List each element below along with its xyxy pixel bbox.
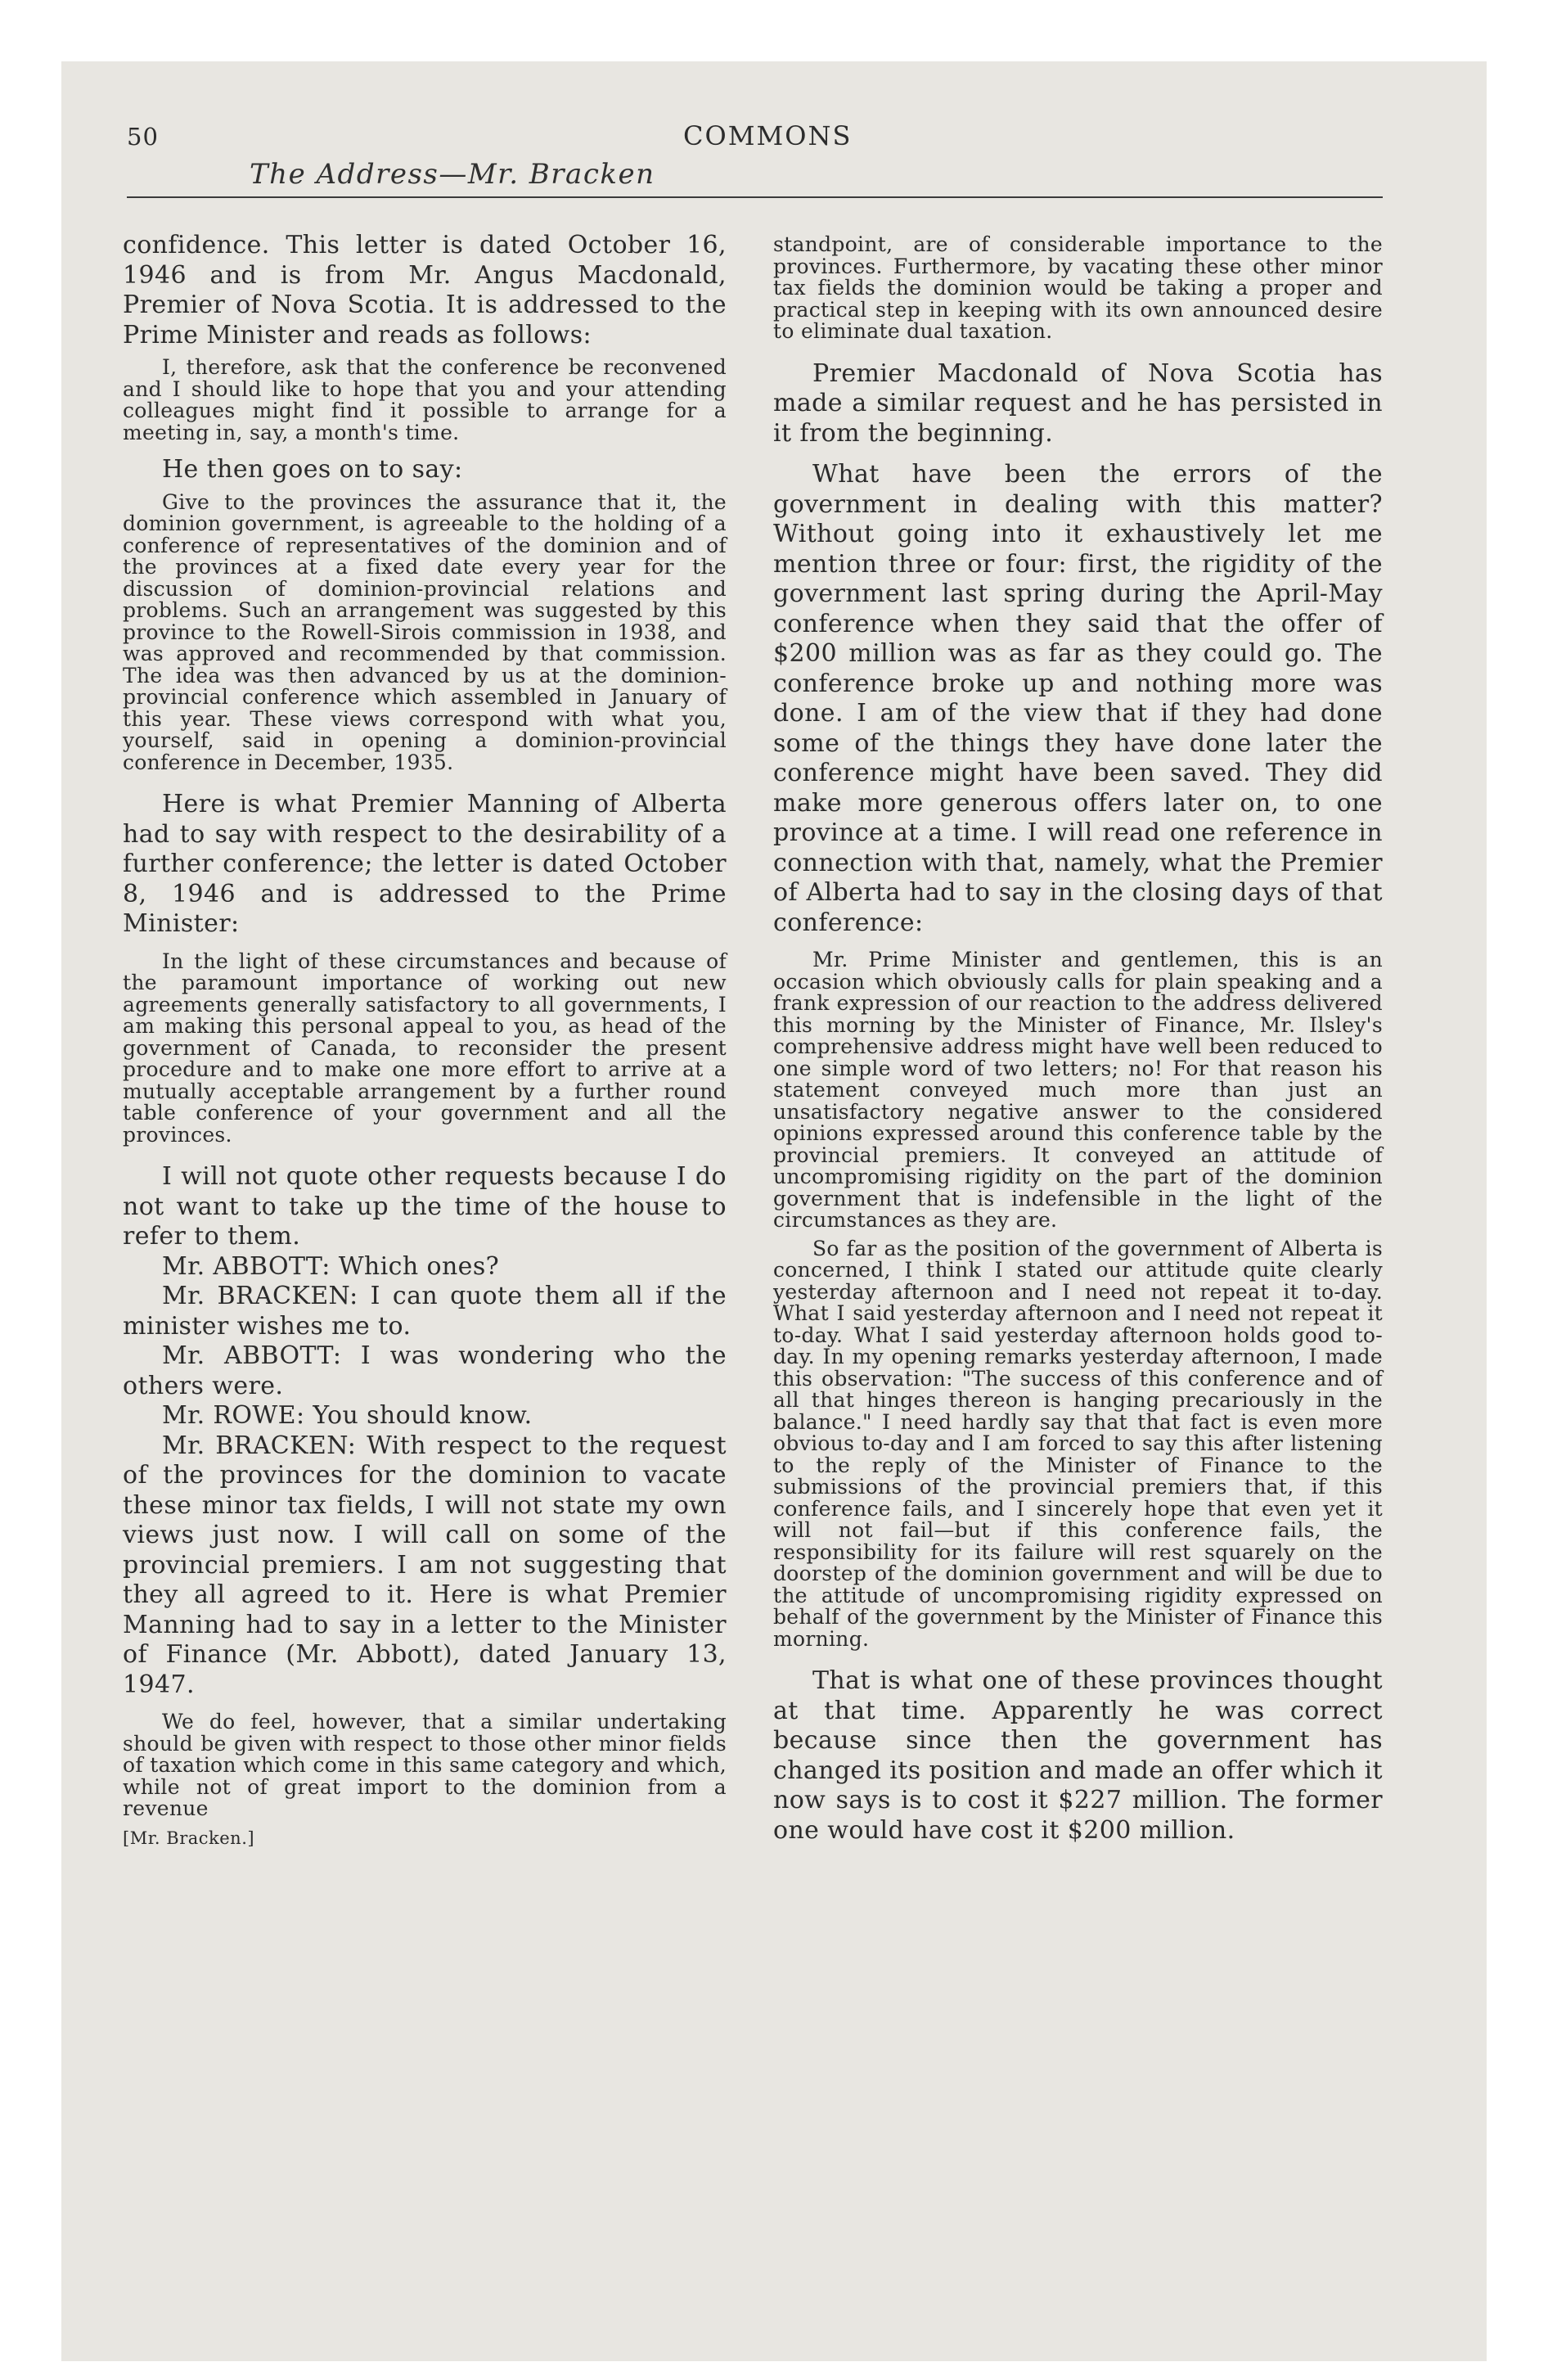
block-quote: In the light of these circumstances and because of the paramount importance of working out new agreements generally satisfactory to all governments, I am making this personal appeal to you, as head of the government of Canada, to reconsider the present procedure and to make one more effort to arrive at a mutually acceptable arrangement by a further round table conference of your government and all the provinces.	[123, 949, 727, 1147]
block-quote: Mr. Prime Minister and gentlemen, this is an occasion which obviously calls for plain speaking and a frank expression of our reaction to the address delivered this morning by the Minister of Finance, Mr. Ilsley's comprehensive address might have well been reduced to one simple word of two letters; no! For that reason his statement conveyed much more than just an unsatisfactory negative answer to the considered opinions expressed around this conference table by the provincial premiers. It conveyed an attitude of uncompromising rigidity on the part of the dominion government that is indefensible in the light of the circumstances as they are.	[773, 948, 1383, 1232]
block-quote: I, therefore, ask that the conference be reconvened and I should like to hope that you and your attending colleagues might find it possible to arrange for a meeting in, say, a month's time.	[123, 355, 727, 444]
speaker-line: Mr. ABBOTT: Which ones?	[162, 1251, 500, 1281]
speaker-attribution: [Mr. Bracken.]	[123, 1828, 255, 1848]
page-number: 50	[127, 123, 159, 151]
body-paragraph: confidence. This letter is dated October 16, 1946 and is from Mr. Angus Macdonald, Premier of Nova Scotia. It is addressed to the Prime Minister and reads as follows:	[123, 231, 727, 349]
body-paragraph: That is what one of these provinces thought at that time. Apparently he was correct because since then the government has changed its position and made an offer which it now says is to cost it $227 million. The former one would have cost it $200 million.	[773, 1666, 1383, 1845]
speaker-line: Mr. ROWE: You should know.	[162, 1401, 533, 1430]
block-quote: Give to the provinces the assurance that it, the dominion government, is agreeable to the holding of a conference of representatives of the dominion and of the provinces at a fixed date every year for the discussion of dominion-provincial relations and problems. Such an arrangement was suggested by this province to the Rowell-Sirois commission in 1938, and was approved and recommended by that commission. The idea was then advanced by us at the dominion-provincial conference which assembled in January of this year. These views correspond with what you, yourself, said in opening a dominion-provincial conference in December, 1935.	[123, 489, 727, 774]
body-paragraph: Here is what Premier Manning of Alberta had to say with respect to the desirability of a further conference; the letter is dated October 8, 1946 and is addressed to the Prime Minister:	[123, 790, 727, 938]
block-quote: standpoint, are of considerable importance to the provinces. Furthermore, by vacating these other minor tax fields the dominion would be taking a proper and practical step in keeping with its own announced desire to eliminate dual taxation.	[773, 232, 1383, 343]
block-quote: We do feel, however, that a similar undertaking should be given with respect to those other minor fields of taxation which come in this same category and which, while not of great import to the dominion from a revenue	[123, 1710, 727, 1820]
right-column	[773, 234, 1383, 1846]
running-head: The Address—Mr. Bracken	[250, 158, 655, 191]
left-column	[123, 231, 727, 1848]
header-rule	[127, 196, 1383, 198]
speaker-line: Mr. ABBOTT: I was wondering who the others were.	[123, 1341, 727, 1400]
body-paragraph: Premier Macdonald of Nova Scotia has made a similar request and he has persisted in it from the beginning.	[773, 358, 1383, 448]
block-quote: So far as the position of the government of Alberta is concerned, I think I stated our attitude quite clearly yesterday afternoon and I need not repeat it to-day. What I said yesterday afternoon and I need not repeat it to-day. What I said yesterday afternoon holds good to-day. In my opening remarks yesterday afternoon, I made this observation: "The success of this conference and of all that hinges thereon is hanging precariously in the balance." I need hardly say that that fact is even more obvious to-day and I am forced to say this after listening to the reply of the Minister of Finance to the submissions of the provincial premiers that, if this conference fails, and I sincerely hope that even yet it will not fail—but if this conference fails, the responsibility for its failure will rest squarely on the doorstep of the dominion government and will be due to the attitude of uncompromising rigidity expressed on behalf of the government by the Minister of Finance this morning.	[773, 1236, 1383, 1651]
speaker-line: Mr. BRACKEN: With respect to the request of the provinces for the dominion to vacate these minor tax fields, I will not state my own views just now. I will call on some of the provincial premiers. I am not suggesting that they all agreed to it. Here is what Premier Manning had to say in a letter to the Minister of Finance (Mr. Abbott), dated January 13, 1947.	[123, 1431, 727, 1699]
speaker-line: Mr. BRACKEN: I can quote them all if the minister wishes me to.	[123, 1282, 727, 1341]
body-paragraph: What have been the errors of the government in dealing with this matter? Without going into it exhaustively let me mention three or four: first, the rigidity of the government last spring during the April-May conference when they said that the offer of $200 million was as far as they could go. The conference broke up and nothing more was done. I am of the view that if they had done some of the things they have done later the conference might have been saved. They did make more generous offers later on, to one province at a time. I will read one reference in connection with that, namely, what the Premier of Alberta had to say in the closing days of that conference:	[773, 460, 1383, 937]
section-header: COMMONS	[683, 120, 853, 151]
body-paragraph: He then goes on to say:	[162, 455, 463, 484]
body-paragraph: I will not quote other requests because I do not want to take up the time of the house to refer to them.	[123, 1162, 727, 1251]
